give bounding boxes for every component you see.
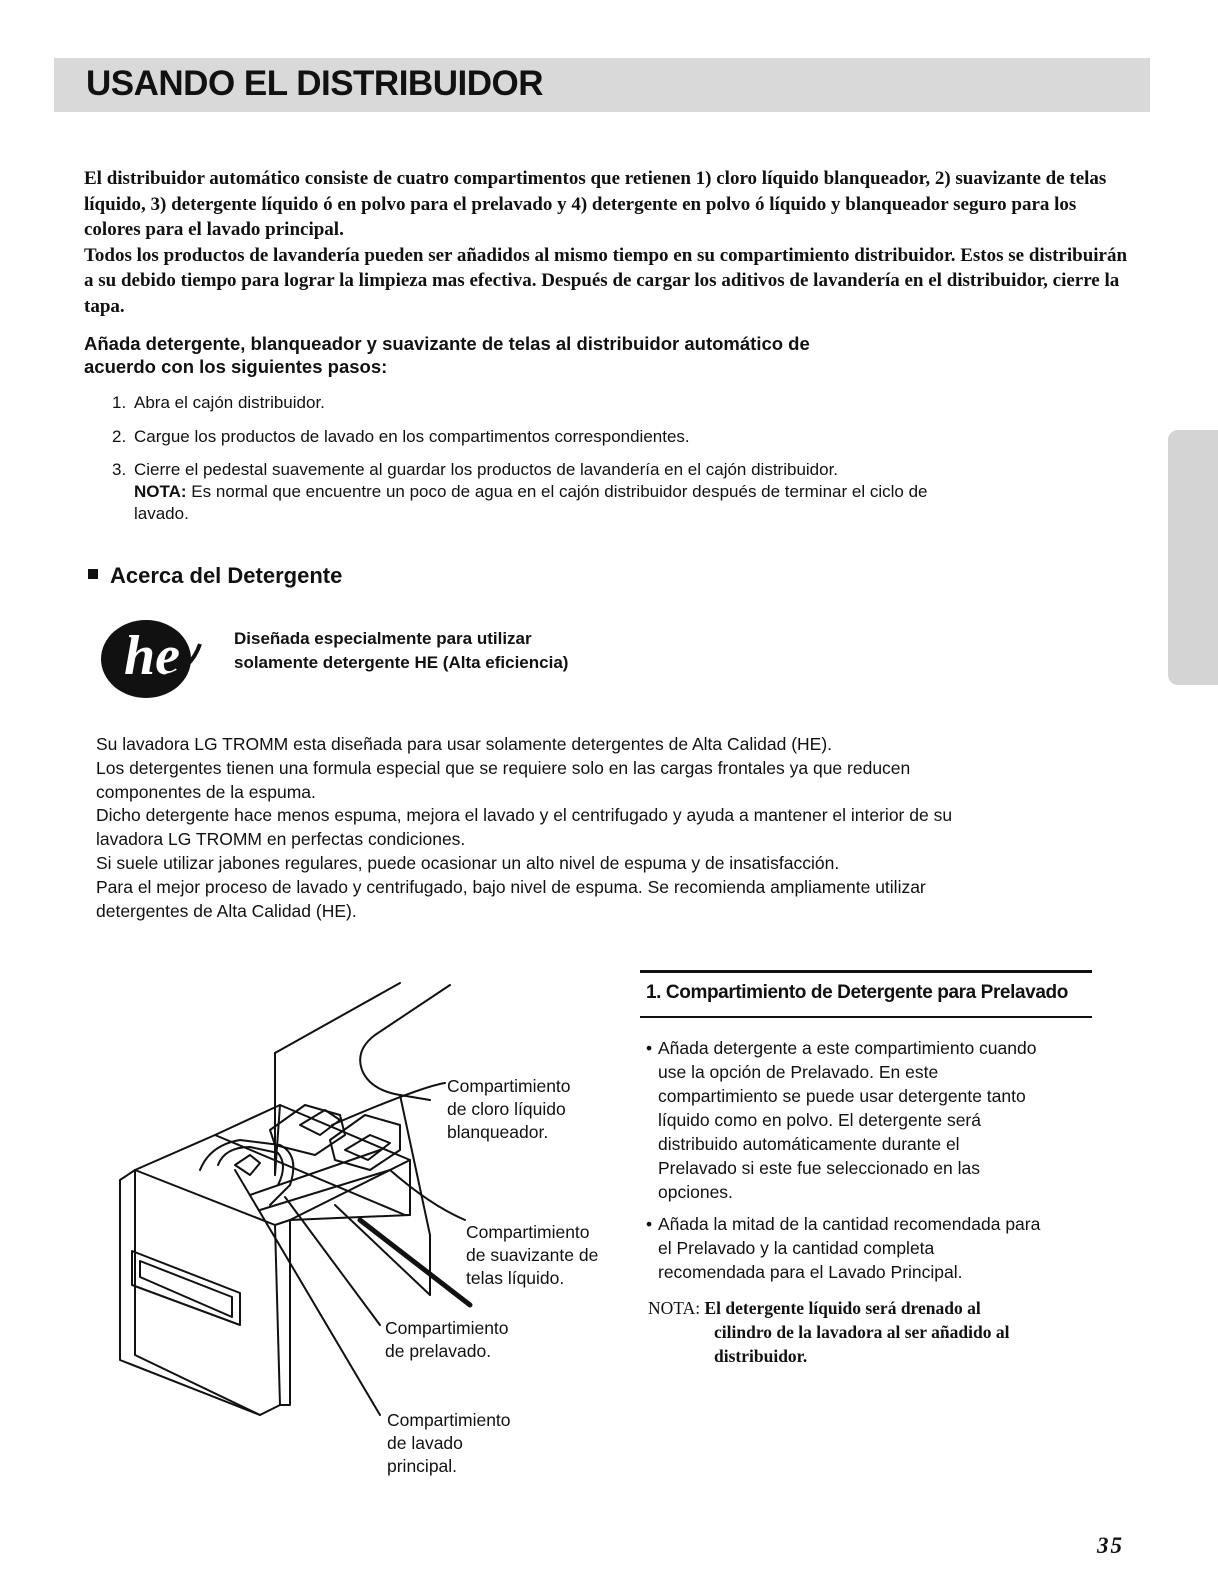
he-description [234,627,654,675]
body-line: Para el mejor proceso de lavado y centrifugado, bajo nivel de espuma. Se recomienda ampliamente utilizar [96,876,926,897]
step-text: Abra el cajón distribuidor. [134,393,325,412]
callout-line: Compartimiento [387,1410,511,1430]
callout-line: de prelavado. [385,1341,492,1361]
callout-line: blanqueador. [447,1122,549,1142]
callout-line: Compartimiento [447,1076,571,1096]
body-line: Los detergentes tienen una formula especial que se requiere solo en las cargas frontales ya que reducen [96,757,911,778]
step-text: Cargue los productos de lavado en los compartimentos correspondientes. [134,427,690,446]
body-line: Su lavadora LG TROMM esta diseñada para usar solamente detergentes de Alta Calidad (HE). [96,734,833,754]
section-heading [88,563,342,589]
body-line: componentes de la espuma. [96,781,316,802]
body-line: Si suele utilizar jabones regulares, puede ocasionar un alto nivel de espuma y de insatisfacción. [96,852,840,873]
bullet-dot-icon: • [646,1214,653,1234]
bullet-item [646,1036,1096,1204]
he-line-1: Diseñada especialmente para utilizar [234,629,532,648]
dispenser-diagram [100,975,640,1485]
divider [640,970,1092,973]
body-line: detergentes de Alta Calidad (HE). [96,900,357,921]
callout-line: Compartimiento [385,1318,509,1338]
note-text: Es normal que encuentre un poco de agua en el cajón distribuidor después de terminar el ciclo de [191,482,928,501]
detergent-body [96,733,1096,923]
callout-line: telas líquido. [466,1268,565,1288]
bullet-line: el Prelavado y la cantidad completa [658,1238,935,1258]
bullet-line: distribuido automáticamente durante el [658,1134,960,1154]
prewash-box-title: 1. Compartimiento de Detergente para Prelavado [646,982,1068,1003]
callout-line: principal. [387,1456,458,1476]
note-label: NOTA: [134,482,187,501]
title-bar [54,58,1150,112]
step-number: 3. [112,460,127,479]
bullet-line: recomendada para el Lavado Principal. [658,1262,963,1282]
bleach-callout [447,1075,571,1144]
intro-text [84,166,1134,319]
bullet-line: compartimiento se puede usar detergente tanto [658,1086,1026,1106]
note-line: El detergente líquido será drenado al [704,1298,981,1318]
note-text-continued: lavado. [134,504,189,523]
bullet-line: use la opción de Prelavado. En este [658,1062,939,1082]
bullet-line: líquido como en polvo. El detergente será [658,1110,981,1130]
mainwash-callout [387,1409,511,1478]
prewash-note [648,1296,1098,1368]
he-logo-text: he [124,625,180,687]
step-item [112,459,1102,525]
steps-heading-line-2: acuerdo con los siguientes pasos: [84,356,388,377]
intro-paragraph-2: Todos los productos de lavandería pueden ser añadidos al mismo tiempo en su compartimiento distribuidor. Estos se distribuirán a su debido tiempo para lograr la limpieza mas efectiva. Después de cargar los aditivos de lavandería en el distribuidor, cierre la tapa. [84,244,1128,317]
steps-heading-line-1: Añada detergente, blanqueador y suavizante de telas al distribuidor automático de [84,333,810,354]
steps-heading [84,332,944,378]
bullet-line: Añada la mitad de la cantidad recomendada para [658,1214,1041,1234]
softener-callout [466,1221,598,1290]
bullet-item [646,1212,1096,1284]
page-title: USANDO EL DISTRIBUIDOR [86,64,543,103]
square-bullet-icon [88,569,98,579]
divider [640,1016,1092,1018]
callout-line: de cloro líquido [447,1099,566,1119]
body-line: Dicho detergente hace menos espuma, mejora el lavado y el centrifugado y ayuda a mantener el interior de su [96,805,953,826]
side-tab [1168,430,1218,685]
body-line: lavadora LG TROMM en perfectas condiciones. [96,829,466,850]
note-line: cilindro de la lavadora al ser añadido al [714,1322,1010,1342]
step-item [112,392,1102,414]
intro-paragraph-1: El distribuidor automático consiste de cuatro compartimentos que retienen 1) cloro líquido blanqueador, 2) suavizante de telas líquido, 3) detergente líquido ó en polvo para el prelavado y 4) detergente en polvo ó líquido y blanqueador seguro para los colores para el lavado principal. [84,168,1107,240]
callout-line: de suavizante de [466,1245,599,1265]
bullet-line: opciones. [658,1182,733,1202]
step-note [112,481,1102,503]
callout-line: Compartimiento [466,1222,590,1242]
prewash-bullets [646,1036,1096,1292]
callout-line: de lavado [387,1433,463,1453]
step-text: Cierre el pedestal suavemente al guardar los productos de lavandería en el cajón distribuidor. [134,460,839,479]
prewash-callout [385,1317,509,1363]
section-heading-text: Acerca del Detergente [110,563,343,588]
bullet-dot-icon: • [646,1038,653,1058]
bullet-line: Añada detergente a este compartimiento cuando [658,1038,1037,1058]
note-label: NOTA: [648,1298,701,1318]
step-number: 2. [112,427,127,446]
page-number: 35 [1097,1533,1124,1558]
bullet-line: Prelavado si este fue seleccionado en las [658,1158,981,1178]
note-line: distribuidor. [714,1346,808,1366]
he-logo [96,614,206,700]
he-line-2: solamente detergente HE (Alta eficiencia) [234,653,569,672]
step-item [112,426,1102,448]
step-number: 1. [112,393,127,412]
